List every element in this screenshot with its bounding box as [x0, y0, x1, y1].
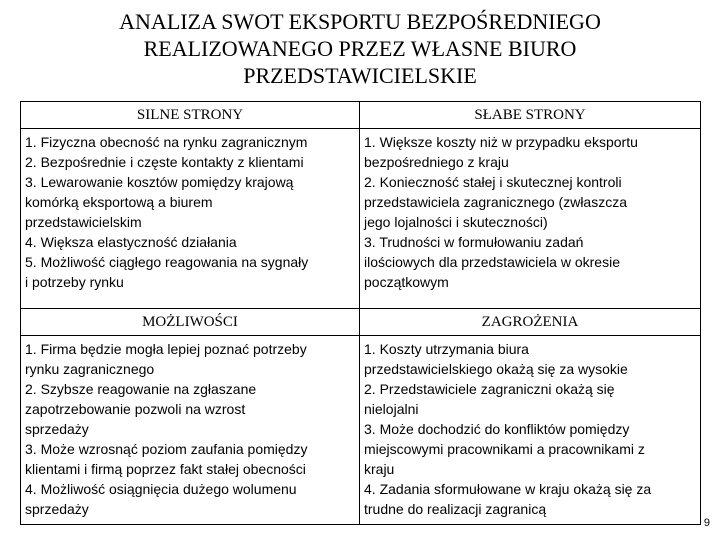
strengths-line: przedstawicielskim: [25, 214, 142, 230]
weaknesses-line: bezpośredniego z kraju: [364, 154, 509, 170]
weaknesses-line: początkowym: [364, 274, 449, 290]
threats-line: 4. Zadania sformułowane w kraju okażą się za: [364, 481, 652, 497]
threats-header: ZAGROŻENIA: [360, 309, 701, 336]
header-row-top: [21, 102, 701, 129]
title-line-2: REALIZOWANEGO PRZEZ WŁASNE BIURO: [143, 36, 577, 61]
weaknesses-line: 2. Konieczność stałej i skutecznej kontroli: [364, 174, 622, 190]
weaknesses-line: ilościowych dla przedstawiciela w okresie: [364, 254, 620, 270]
threats-cell: [360, 336, 701, 525]
threats-line: 2. Przedstawiciele zagraniczni okażą się: [364, 381, 615, 397]
opportunities-line: 4. Możliwość osiągnięcia dużego wolumenu: [25, 481, 297, 497]
threats-line: 3. Może dochodzić do konfliktów pomiędzy: [364, 421, 630, 437]
threats-line: przedstawicielskiego okażą się za wysokie: [364, 361, 628, 377]
swot-table: [20, 101, 701, 525]
opportunities-line: zapotrzebowanie pozwoli na wzrost: [25, 401, 246, 417]
threats-line: 1. Koszty utrzymania biura: [364, 341, 529, 357]
strengths-header: SILNE STRONY: [21, 102, 360, 129]
opportunities-line: 3. Może wzrosnąć poziom zaufania pomiędzy: [25, 441, 308, 457]
weaknesses-header: SŁABE STRONY: [360, 102, 701, 129]
strengths-line: i potrzeby rynku: [25, 274, 124, 290]
title-line-3: PRZEDSTAWICIELSKIE: [243, 63, 477, 88]
opportunities-line: 1. Firma będzie mogła lepiej poznać potrzeby: [25, 341, 307, 357]
weaknesses-line: przedstawiciela zagranicznego (zwłaszcza: [364, 194, 628, 210]
strengths-line: 3. Lewarowanie kosztów pomiędzy krajową: [25, 174, 294, 190]
strengths-line: 4. Większa elastyczność działania: [25, 234, 237, 250]
opportunities-header: MOŻLIWOŚCI: [21, 309, 360, 336]
weaknesses-line: 1. Większe koszty niż w przypadku eksportu: [364, 134, 638, 150]
strengths-cell: [21, 129, 360, 309]
weaknesses-cell: [360, 129, 701, 309]
weaknesses-line: jego lojalności i skuteczności): [364, 214, 548, 230]
opportunities-line: sprzedaży: [25, 501, 89, 517]
weaknesses-line: 3. Trudności w formułowaniu zadań: [364, 234, 584, 250]
page-number: 9: [703, 517, 710, 529]
strengths-line: 5. Możliwość ciągłego reagowania na sygnały: [25, 254, 309, 270]
header-row-bottom: [21, 309, 701, 336]
opportunities-line: 2. Szybsze reagowanie na zgłaszane: [25, 381, 257, 397]
opportunities-line: sprzedaży: [25, 421, 89, 437]
title-line-1: ANALIZA SWOT EKSPORTU BEZPOŚREDNIEGO: [119, 9, 601, 34]
body-row-bottom: [21, 336, 701, 525]
strengths-line: 1. Fizyczna obecność na rynku zagranicznym: [25, 134, 308, 150]
threats-line: trudne do realizacji zagranicą: [364, 501, 547, 517]
opportunities-cell: [21, 336, 360, 525]
page-title: [0, 8, 720, 89]
strengths-line: 2. Bezpośrednie i częste kontakty z klientami: [25, 154, 304, 170]
body-row-top: [21, 129, 701, 309]
opportunities-line: klientami i firmą poprzez fakt stałej obecności: [25, 461, 306, 477]
threats-line: nielojalni: [364, 401, 419, 417]
opportunities-line: rynku zagranicznego: [25, 361, 155, 377]
threats-line: miejscowymi pracownikami a pracownikami z: [364, 441, 645, 457]
strengths-line: komórką eksportową a biurem: [25, 194, 213, 210]
threats-line: kraju: [364, 461, 395, 477]
